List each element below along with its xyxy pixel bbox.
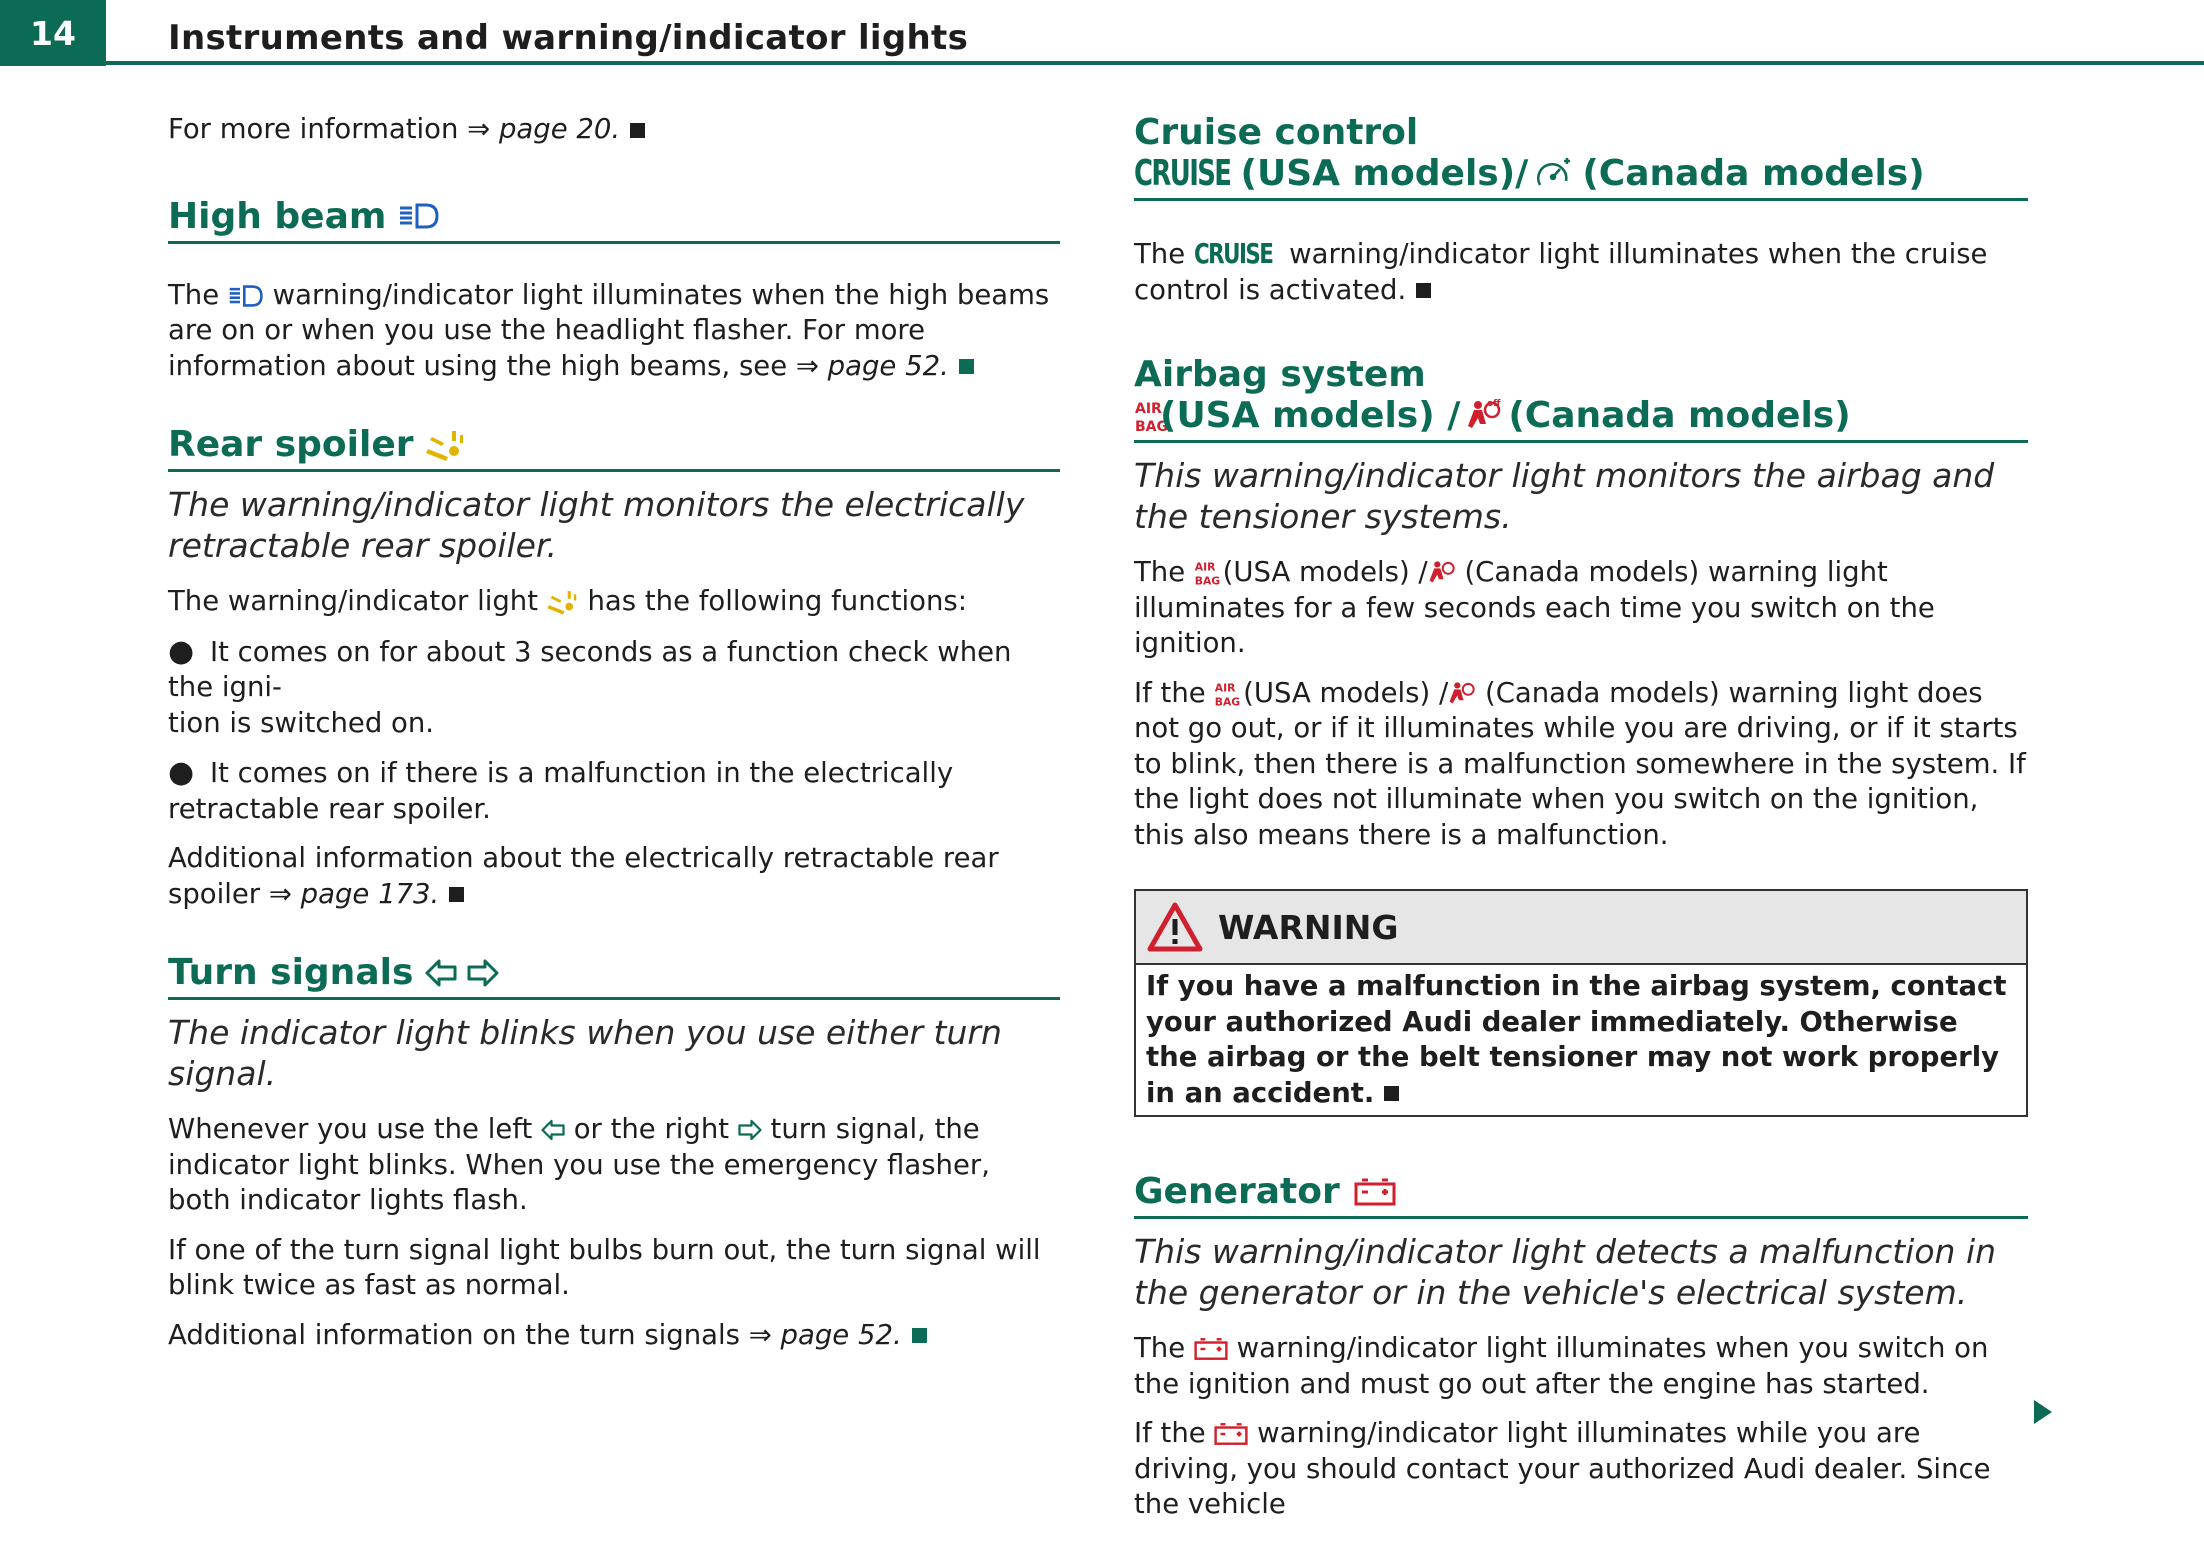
text-run: It comes on for about 3 seconds as a function check when the igni- (168, 635, 1012, 703)
airbag-heading-line2 (1134, 395, 2028, 443)
turn-signals-page-ref[interactable]: page 52. (780, 1318, 902, 1351)
section-rear-spoiler (168, 424, 1060, 912)
text-run: The (1134, 1332, 1194, 1364)
svg-text:AIR: AIR (1135, 400, 1162, 417)
turn-signals-bulb-paragraph: If one of the turn signal light bulbs burn out, the turn signal will blink twice as fast as normal. (168, 1233, 1041, 1301)
text-run: Additional information about the electrically retractable rear spoiler ⇒ (168, 842, 999, 910)
airbag-lead: This warning/indicator light monitors the airbag and the tensioner systems. (1134, 456, 1995, 536)
rear-spoiler-paragraph (168, 584, 1060, 620)
airbag-usa-icon (1214, 680, 1241, 709)
warning-text: If you have a malfunction in the airbag system, contact your authorized Audi dealer immediately. Otherwise the airbag or the belt tensioner may not work properly in an accident. (1146, 970, 2007, 1109)
left-column (168, 112, 1060, 1367)
airbag-title: Airbag system (1134, 354, 1426, 395)
page-title: Instruments and warning/indicator lights (168, 18, 969, 58)
text-run: warning/indicator light illuminates when the high beams are on or when you use the headlight flasher. For more information about using the high beams, see ⇒ (168, 278, 1050, 382)
airbag-paragraph-1 (1134, 555, 2028, 662)
header-rule (106, 61, 2204, 65)
airbag-canada-icon (1448, 680, 1476, 708)
text-run: Whenever you use the left (168, 1113, 541, 1145)
section-generator (1134, 1171, 2028, 1523)
text-run: The (168, 278, 228, 311)
svg-text:off: off (1487, 398, 1501, 409)
airbag-heading-line1 (1134, 354, 2028, 395)
text-run: warning/indicator light illuminates when you switch on the ignition and must go out after the engine has started. (1134, 1332, 1989, 1400)
text-run: The (1134, 238, 1194, 270)
battery-icon (1194, 1337, 1228, 1361)
bullet-item (168, 634, 1060, 742)
turn-left-icon (425, 958, 457, 988)
high-beam-page-ref[interactable]: page 52. (827, 349, 949, 382)
generator-paragraph-2 (1134, 1416, 2028, 1523)
airbag-canada-label: (Canada models) (1508, 395, 1851, 436)
high-beam-icon (398, 202, 440, 230)
cruise-heading-line1 (1134, 112, 2028, 153)
text-run: The warning/indicator light (168, 585, 547, 617)
warning-label: WARNING (1218, 907, 1399, 947)
rear-spoiler-page-ref[interactable]: page 173. (300, 877, 440, 910)
next-page-arrow-icon[interactable] (2032, 1398, 2054, 1430)
high-beam-heading (168, 196, 1060, 244)
section-cruise-control (1134, 112, 2028, 308)
page-header (0, 0, 2204, 66)
turn-left-icon (541, 1118, 565, 1142)
svg-text:BAG: BAG (1215, 695, 1241, 709)
rear-spoiler-additional (168, 841, 1060, 912)
airbag-usa-label: (USA models) / (1160, 395, 1461, 436)
text-run: (USA models) / (1213, 556, 1428, 588)
page-number: 14 (0, 0, 106, 66)
end-of-section-mark (630, 123, 645, 138)
generator-lead: This warning/indicator light detects a malfunction in the generator or in the vehicle's electrical system. (1134, 1232, 1997, 1312)
text-run: turn signal, the indicator light blinks. When you use the emergency flasher, both indicator lights flash. (168, 1113, 990, 1216)
warning-header (1136, 891, 2026, 965)
rear-spoiler-heading (168, 424, 1060, 472)
right-column (1134, 112, 2028, 1537)
warning-box (1134, 889, 2028, 1117)
high-beam-title: High beam (168, 195, 387, 237)
text-run: warning/indicator light illuminates while you are driving, you should contact your authorized Audi dealer. Since the vehicle (1134, 1417, 1991, 1520)
turn-right-icon (467, 958, 499, 988)
end-of-section-mark (959, 359, 974, 374)
rear-spoiler-title: Rear spoiler (168, 424, 414, 465)
cruise-word-inline: CRUISE (1193, 238, 1273, 270)
high-beam-paragraph (168, 278, 1060, 385)
cruise-canada-label: (Canada models) (1582, 153, 1925, 194)
battery-icon (1354, 1178, 1396, 1206)
cruise-paragraph (1134, 237, 2028, 308)
end-of-section-mark (1416, 283, 1431, 298)
text-run: If the (1134, 1417, 1215, 1449)
airbag-canada-icon (1428, 559, 1456, 587)
text-run: If the (1134, 676, 1215, 709)
section-airbag (1134, 354, 2028, 853)
cruise-usa-label: (USA models)/ (1240, 153, 1529, 194)
text-run: It comes on if there is a malfunction in the electrically retractable rear spoiler. (168, 757, 954, 825)
battery-icon (1214, 1422, 1248, 1446)
turn-right-icon (738, 1118, 762, 1142)
airbag-paragraph-2 (1134, 676, 2028, 854)
text-run: (Canada models) warning light illuminates for a few seconds each time you switch on the ignition. (1134, 556, 1935, 659)
end-of-section-mark (912, 1328, 927, 1343)
airbag-usa-icon (1134, 398, 1168, 435)
section-high-beam (168, 196, 1060, 385)
cruise-canada-icon (1536, 157, 1574, 191)
text-run: or the right (564, 1113, 738, 1145)
svg-text:AIR: AIR (1215, 681, 1236, 695)
text-run: (Canada models) warning light does not go out, or if it illuminates while you are driving, or if it starts to blink, then there is a malfunction somewhere in the system. If the light does not illuminate when you switch on the ignition, this also means there is a malfunction. (1134, 676, 2026, 851)
bullet-item (168, 755, 1060, 827)
bullet-dot: ● (168, 755, 195, 790)
cruise-title: Cruise control (1134, 112, 1419, 153)
intro-text: For more information ⇒ (168, 113, 499, 145)
intro-page-ref[interactable]: page 20. (498, 113, 621, 145)
end-of-section-mark (449, 887, 464, 902)
intro-paragraph (168, 112, 1060, 148)
turn-signals-paragraph (168, 1112, 1060, 1219)
rear-spoiler-icon (426, 427, 466, 463)
airbag-canada-icon (1466, 398, 1502, 434)
text-run: Additional information on the turn signals ⇒ (168, 1318, 781, 1351)
generator-heading (1134, 1171, 2028, 1219)
cruise-word: CRUISE (1134, 153, 1231, 194)
text-run: tion is switched on. (168, 706, 435, 739)
turn-signals-heading (168, 952, 1060, 1000)
high-beam-icon (228, 284, 264, 308)
section-turn-signals (168, 952, 1060, 1353)
turn-signals-additional (168, 1318, 1060, 1354)
bullet-dot: ● (168, 633, 195, 669)
text-run: (USA models) / (1234, 676, 1449, 709)
warning-body (1136, 965, 2026, 1115)
svg-text:AIR: AIR (1194, 560, 1216, 574)
end-of-section-mark (1384, 1086, 1399, 1101)
warning-triangle-icon (1146, 901, 1204, 953)
cruise-heading-line2 (1134, 153, 2028, 201)
rear-spoiler-lead: The warning/indicator light monitors the electrically retractable rear spoiler. (168, 485, 1025, 565)
text-run: The (1134, 556, 1194, 588)
text-run: warning/indicator light illuminates when the cruise control is activated. (1134, 238, 1988, 306)
generator-title: Generator (1134, 1171, 1340, 1212)
svg-text:BAG: BAG (1135, 418, 1168, 435)
svg-text:BAG: BAG (1194, 574, 1221, 588)
turn-signals-title: Turn signals (168, 952, 414, 993)
generator-paragraph-1 (1134, 1331, 2028, 1402)
turn-signals-lead: The indicator light blinks when you use either turn signal. (168, 1013, 1002, 1093)
text-run: has the following functions: (578, 585, 968, 617)
rear-spoiler-icon (547, 588, 579, 616)
airbag-usa-icon (1194, 559, 1221, 588)
